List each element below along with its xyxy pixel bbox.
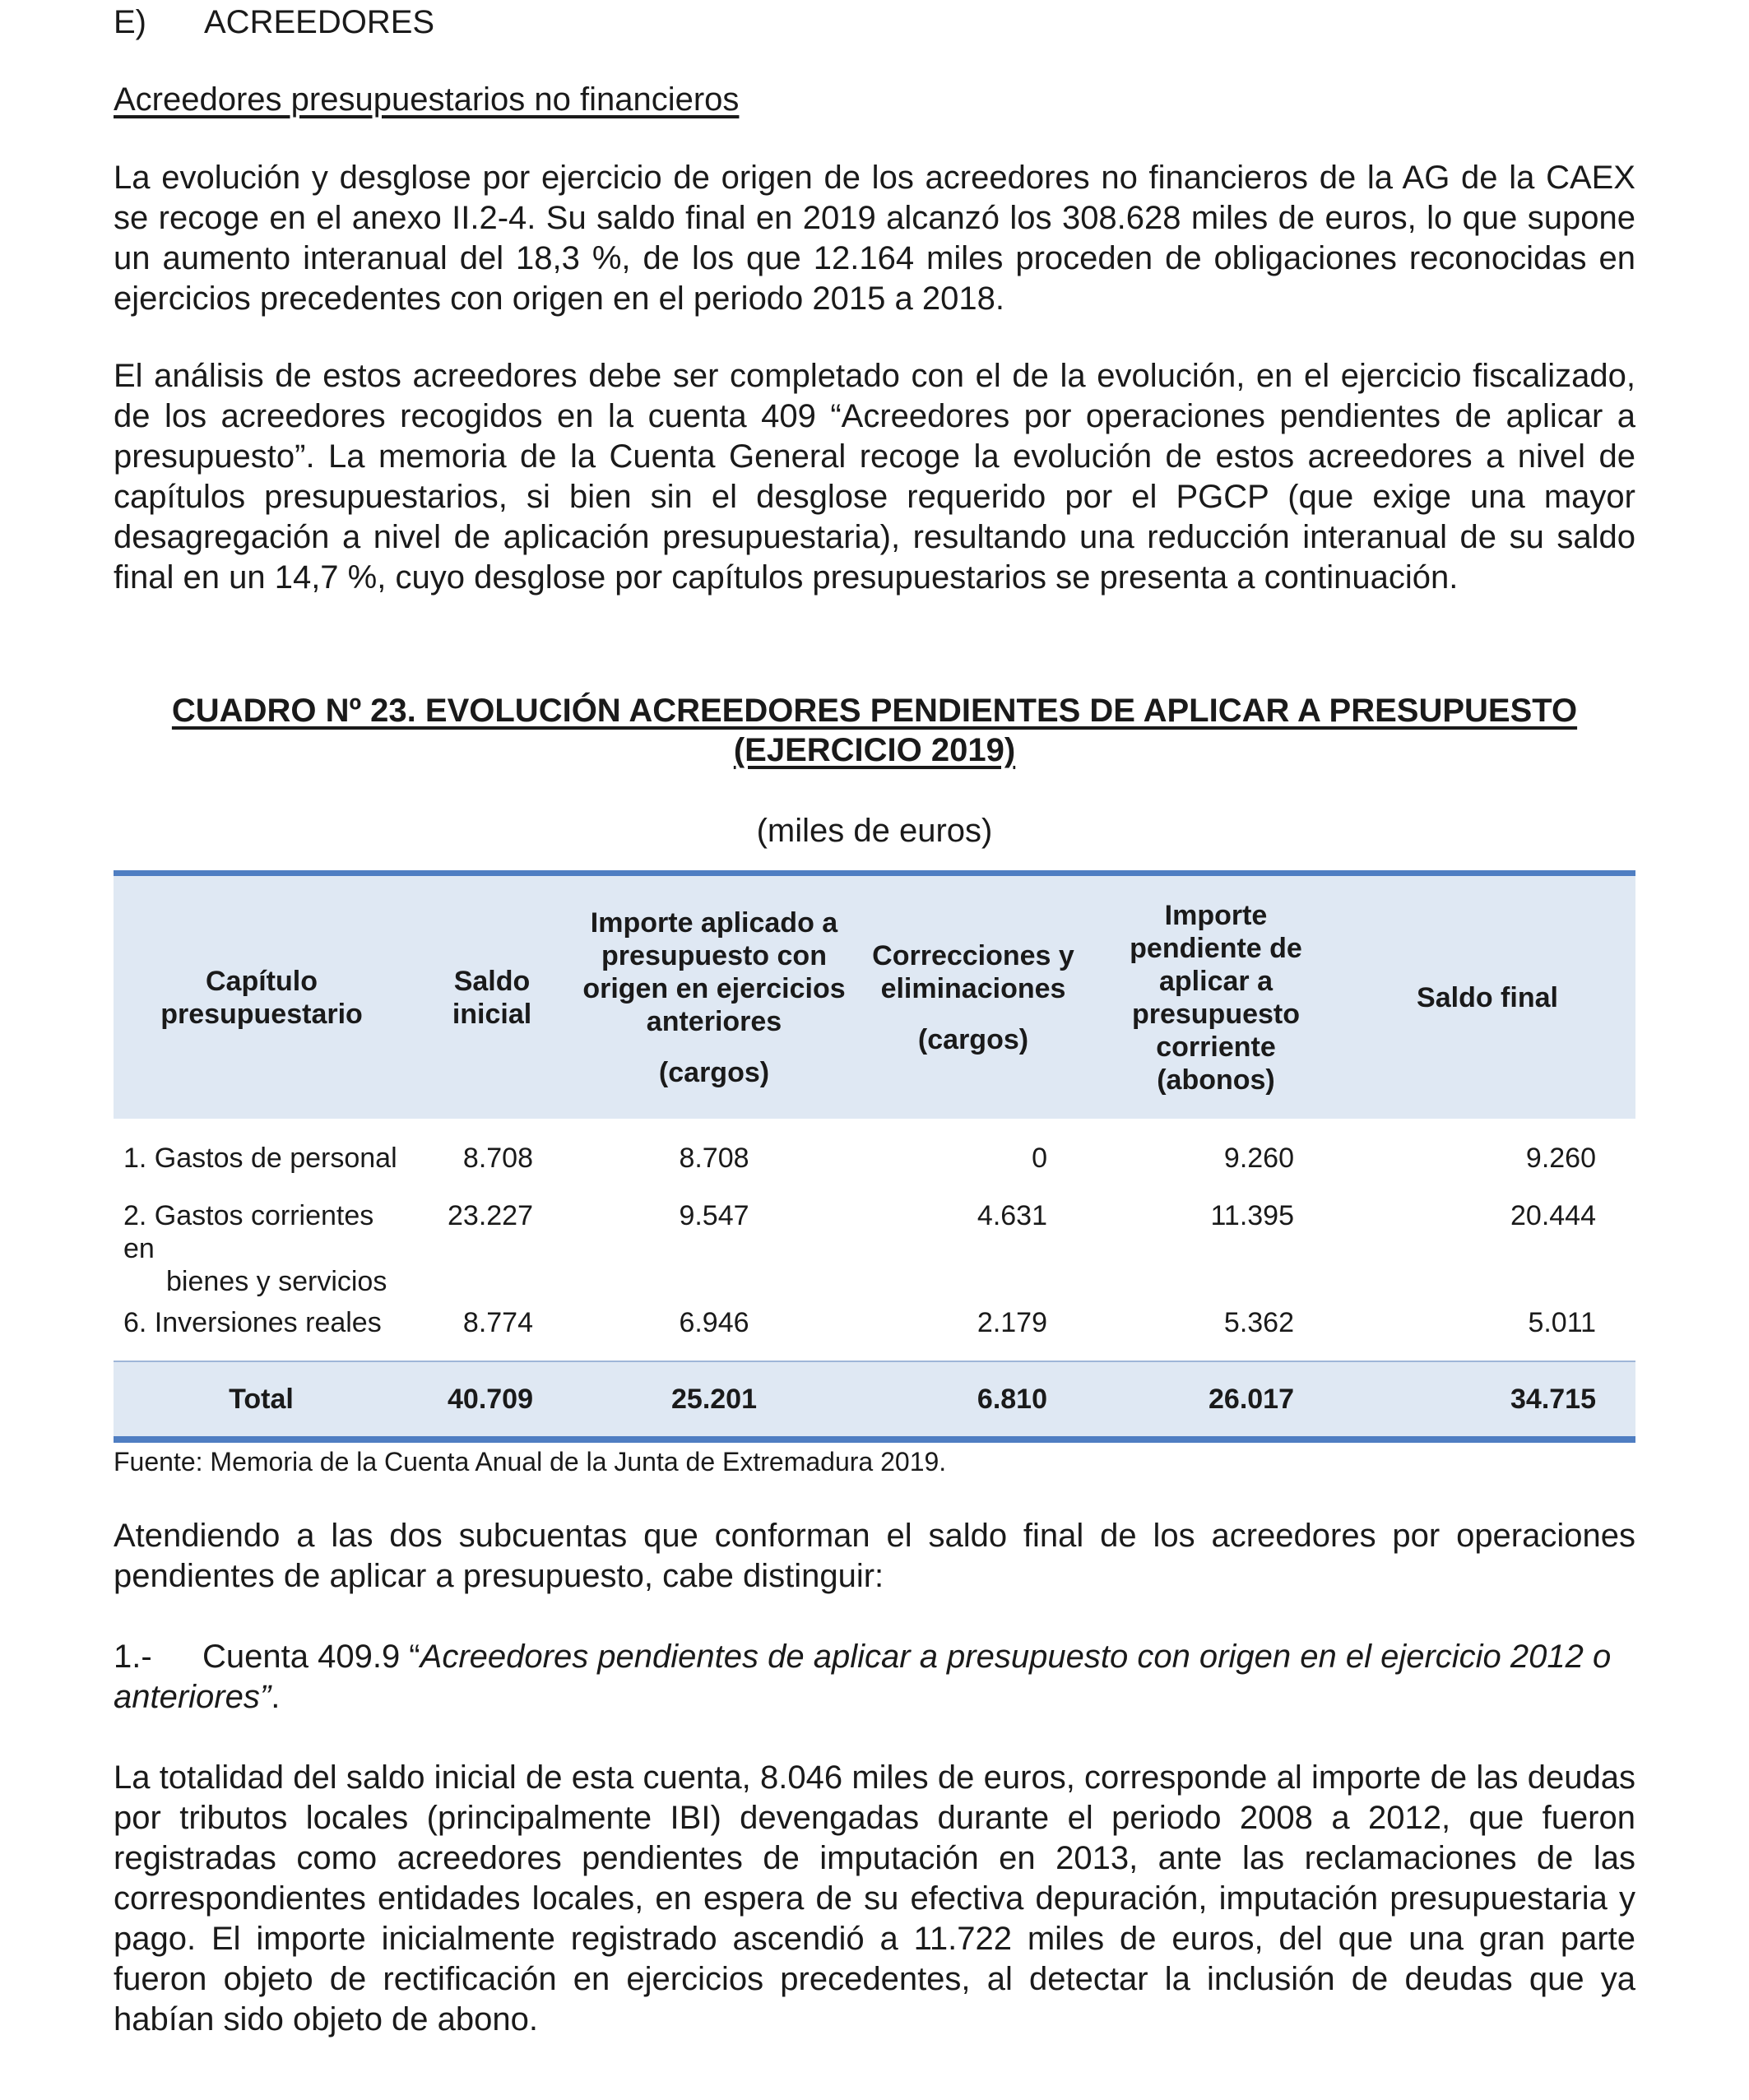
cell-saldo-inicial: 8.708: [462, 1143, 533, 1174]
table-row: [114, 1188, 1635, 1298]
list-item-lead: Cuenta 409.9 “: [202, 1639, 420, 1675]
total-label: Total: [229, 1383, 294, 1415]
cell-correcciones: 0: [1032, 1143, 1047, 1174]
header-correcciones: Correcciones y eliminaciones (cargos): [872, 939, 1074, 1055]
total-importe-aplicado: 25.201: [671, 1383, 757, 1415]
total-saldo-inicial: 40.709: [448, 1383, 533, 1415]
table-source: Fuente: Memoria de la Cuenta Anual de la Junta de Extremadura 2019.: [114, 1447, 947, 1476]
cell-importe-aplicado: 6.946: [679, 1307, 749, 1338]
header-capitulo: Capítulo presupuestario: [160, 965, 363, 1030]
cell-saldo-inicial: 23.227: [448, 1200, 533, 1231]
section-number: E): [114, 4, 146, 40]
header-saldo-final: Saldo final: [1417, 981, 1558, 1013]
section-title: ACREEDORES: [204, 4, 435, 40]
cell-importe-aplicado: 9.547: [679, 1200, 749, 1231]
list-item-1: [114, 1637, 1635, 1718]
cell-correcciones: 2.179: [977, 1307, 1047, 1338]
cell-importe-pendiente: 5.362: [1223, 1307, 1294, 1338]
list-item-italic: Acreedores pendientes de aplicar a presupuesto con origen en el ejercicio 2012 o anteriores”: [114, 1639, 1612, 1715]
cell-saldo-final: 20.444: [1510, 1200, 1596, 1231]
subheading: Acreedores presupuestarios no financieros: [114, 81, 740, 118]
section-heading: [114, 2, 434, 43]
list-item-tail: .: [271, 1679, 281, 1715]
row-label: 1. Gastos de personal: [123, 1143, 397, 1174]
row-label: 6. Inversiones reales: [123, 1307, 382, 1338]
row-label: 2. Gastos corrientes en bienes y servicios: [123, 1200, 387, 1297]
table-row: [114, 1119, 1635, 1188]
total-importe-pendiente: 26.017: [1209, 1383, 1294, 1415]
total-correcciones: 6.810: [977, 1383, 1047, 1415]
paragraph-1: La evolución y desglose por ejercicio de origen de los acreedores no financieros de la AG de la CAEX se recoge en el anexo II.2-4. Su saldo final en 2019 alcanzó los 308.628 miles de euros, lo que supone un aumento interanual del 18,3 %, de los que 12.164 miles proceden de obligaciones reconocidas en ejercicios precedentes con origen en el periodo 2015 a 2018.: [114, 160, 1635, 317]
header-saldo-inicial: Saldo inicial: [452, 965, 532, 1030]
table-header-row: [114, 874, 1635, 1120]
cell-correcciones: 4.631: [977, 1200, 1047, 1231]
cell-importe-pendiente: 9.260: [1223, 1143, 1294, 1174]
table-title-line-2: (EJERCICIO 2019): [733, 732, 1016, 768]
paragraph-2: El análisis de estos acreedores debe ser completado con el de la evolución, en el ejercicio fiscalizado, de los acreedores recogidos en la cuenta 409 “Acreedores por operaciones pendientes de aplicar a presupuesto”. La memoria de la Cuenta General recoge la evolución de estos acreedores a nivel de capítulos presupuestarios, si bien sin el desglose requerido por el PGCP (que exige una mayor desagregación a nivel de aplicación presupuestaria), resultando una reducción interanual de su saldo final en un 14,7 %, cuyo desglose por capítulos presupuestarios se presenta a continuación.: [114, 358, 1635, 596]
table-total-row: [114, 1361, 1635, 1439]
cell-importe-aplicado: 8.708: [679, 1143, 749, 1174]
cell-saldo-final: 9.260: [1525, 1143, 1596, 1174]
table-title-line-1: CUADRO Nº 23. EVOLUCIÓN ACREEDORES PENDIENTES DE APLICAR A PRESUPUESTO: [171, 693, 1578, 729]
list-item-number: 1.-: [114, 1639, 152, 1675]
cell-saldo-final: 5.011: [1528, 1307, 1596, 1338]
header-importe-aplicado: Importe aplicado a presupuesto con origen en ejercicios anteriores (cargos): [582, 906, 846, 1088]
cell-importe-pendiente: 11.395: [1210, 1200, 1294, 1231]
paragraph-3: Atendiendo a las dos subcuentas que conforman el saldo final de los acreedores por operaciones pendientes de aplicar a presupuesto, cabe distinguir:: [114, 1518, 1635, 1594]
header-importe-pendiente: Importe pendiente de aplicar a presupuesto corriente (abonos): [1130, 899, 1302, 1096]
total-saldo-final: 34.715: [1510, 1383, 1596, 1415]
creditors-table: [114, 870, 1635, 1443]
table-title: [114, 691, 1635, 770]
table-units: (miles de euros): [756, 813, 993, 849]
table-row: [114, 1298, 1635, 1361]
cell-saldo-inicial: 8.774: [462, 1307, 533, 1338]
paragraph-4: La totalidad del saldo inicial de esta cuenta, 8.046 miles de euros, corresponde al importe de las deudas por tributos locales (principalmente IBI) devengadas durante el periodo 2008 a 2012, que fueron registradas como acreedores pendientes de imputación en 2013, ante las reclamaciones de las correspondientes entidades locales, en espera de su efectiva depuración, imputación presupuestaria y pago. El importe inicialmente registrado ascendió a 11.722 miles de euros, del que una gran parte fueron objeto de rectificación en ejercicios precedentes, al detectar la inclusión de deudas que ya habían sido objeto de abono.: [114, 1759, 1635, 2037]
